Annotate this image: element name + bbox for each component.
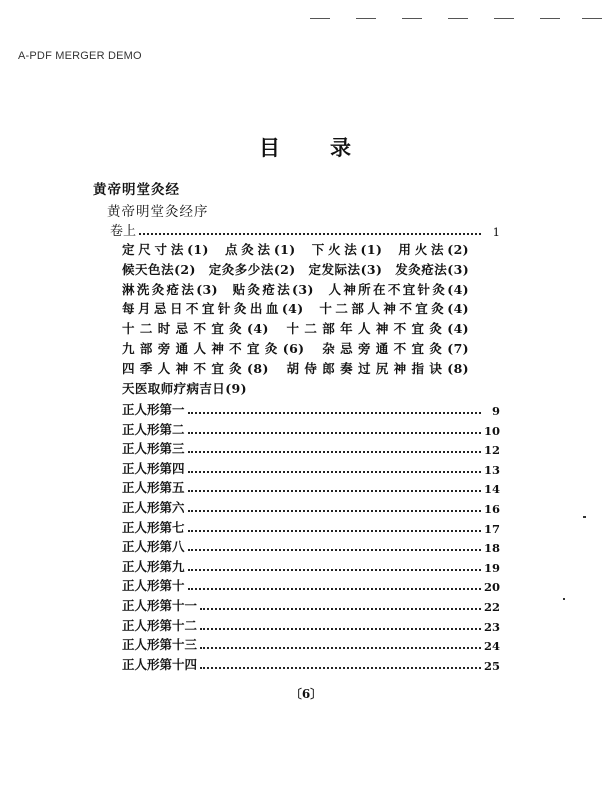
entry-page: 22 (483, 600, 500, 614)
toc-entry (122, 635, 500, 653)
dot-leader (200, 608, 481, 610)
toc-entry (122, 537, 500, 555)
dot-leader (188, 432, 481, 434)
page-number: 〔6〕 (289, 687, 323, 701)
section-item: 定尺寸法(1) (122, 242, 209, 257)
entry-page: 25 (483, 658, 500, 673)
preface-entry: 黄帝明堂灸经序 (107, 204, 209, 220)
entry-label: 正人形第二 (122, 421, 185, 437)
dot-leader (188, 471, 481, 473)
scan-speck (563, 598, 565, 600)
entry-label: 正人形第六 (122, 500, 185, 515)
dot-leader (188, 451, 481, 453)
entry-label: 正人形第八 (122, 539, 185, 555)
section-item: 每月忌日不宜针灸出血(4) (122, 301, 304, 317)
entry-label: 正人形第十一 (122, 598, 198, 613)
volume-page: 1 (492, 225, 500, 239)
section-item: 十二部年人神不宜灸(4) (286, 321, 469, 337)
dot-leader (188, 510, 481, 512)
entry-label: 正人形第十 (122, 578, 185, 594)
entry-page: 12 (483, 443, 500, 458)
entry-page: 10 (483, 423, 500, 438)
title-char: 录 (330, 135, 353, 160)
section-item: 定灸多少法(2) (208, 261, 296, 277)
volume-entry (110, 221, 500, 239)
section-item: 胡侍郎奏过尻神指诀(8) (286, 360, 469, 376)
section-item: 下火法(1) (311, 242, 383, 257)
dot-leader (188, 569, 481, 571)
entry-label: 正人形第十二 (122, 617, 198, 633)
entry-page: 20 (483, 580, 500, 595)
section-item: 九部旁通人神不宜灸(6) (122, 340, 305, 356)
section-item: 杂忌旁通不宜灸(7) (322, 340, 469, 356)
section-item: 定发际法(3) (308, 261, 383, 277)
entry-label: 正人形第七 (122, 519, 185, 535)
section-item: 人神所在不宜针灸(4) (328, 281, 469, 297)
dot-leader (200, 647, 481, 649)
dot-leader (188, 412, 481, 414)
toc-entry (122, 596, 500, 614)
section-item: 点灸法(1) (224, 242, 296, 257)
title-char: 目 (259, 135, 282, 160)
section-item: 用火法(2) (398, 242, 469, 257)
toc-entry (122, 576, 500, 594)
section-item: 淋洗灸疮法(3) (122, 281, 218, 297)
entry-page: 18 (483, 541, 500, 556)
entry-label: 正人形第九 (122, 558, 185, 574)
toc-entry (122, 478, 500, 496)
entry-page: 23 (483, 619, 500, 634)
entry-label: 正人形第三 (122, 441, 185, 457)
toc-entry (122, 400, 500, 418)
entry-page: 17 (483, 521, 500, 536)
watermark-text: A-PDF MERGER DEMO (18, 50, 142, 62)
toc-entry (122, 518, 500, 536)
entry-label: 正人形第四 (122, 460, 185, 476)
entry-label: 正人形第十三 (122, 637, 198, 653)
toc-entry (122, 498, 500, 516)
entry-page: 16 (483, 502, 500, 516)
toc-entry (122, 616, 500, 634)
section-item: 候天色法(2) (122, 261, 196, 277)
dot-leader (139, 233, 481, 235)
entry-label: 正人形第一 (122, 402, 185, 417)
section-item: 十二部人神不宜灸(4) (319, 301, 469, 317)
dot-leader (188, 490, 481, 492)
dot-leader (200, 628, 481, 630)
dot-leader (188, 530, 481, 532)
entry-page: 19 (483, 560, 500, 575)
entry-page: 14 (483, 482, 500, 497)
toc-entry (122, 420, 500, 438)
dot-leader (188, 588, 481, 590)
page-title (0, 132, 612, 162)
section-item: 天医取师疗病吉日(9) (122, 380, 247, 396)
book-title: 黄帝明堂灸经 (93, 182, 180, 198)
toc-entry (122, 655, 500, 673)
section-item: 发灸疮法(3) (395, 261, 470, 277)
entry-page: 13 (483, 462, 500, 477)
entry-label: 正人形第五 (122, 480, 185, 496)
header-dash-rule (306, 18, 606, 20)
entry-label: 正人形第十四 (122, 656, 198, 672)
toc-entry (122, 459, 500, 477)
entry-page: 9 (491, 404, 500, 418)
volume-label: 卷上 (110, 224, 137, 239)
section-item: 十二时忌不宜灸(4) (122, 321, 269, 337)
entry-page: 24 (483, 639, 500, 654)
dot-leader (200, 667, 481, 669)
section-item: 四季人神不宜灸(8) (122, 360, 269, 376)
toc-entry (122, 557, 500, 575)
section-list (122, 240, 477, 398)
scan-speck (583, 516, 586, 518)
section-item: 贴灸疮法(3) (232, 281, 314, 297)
toc-entry (122, 439, 500, 457)
dot-leader (188, 549, 481, 551)
